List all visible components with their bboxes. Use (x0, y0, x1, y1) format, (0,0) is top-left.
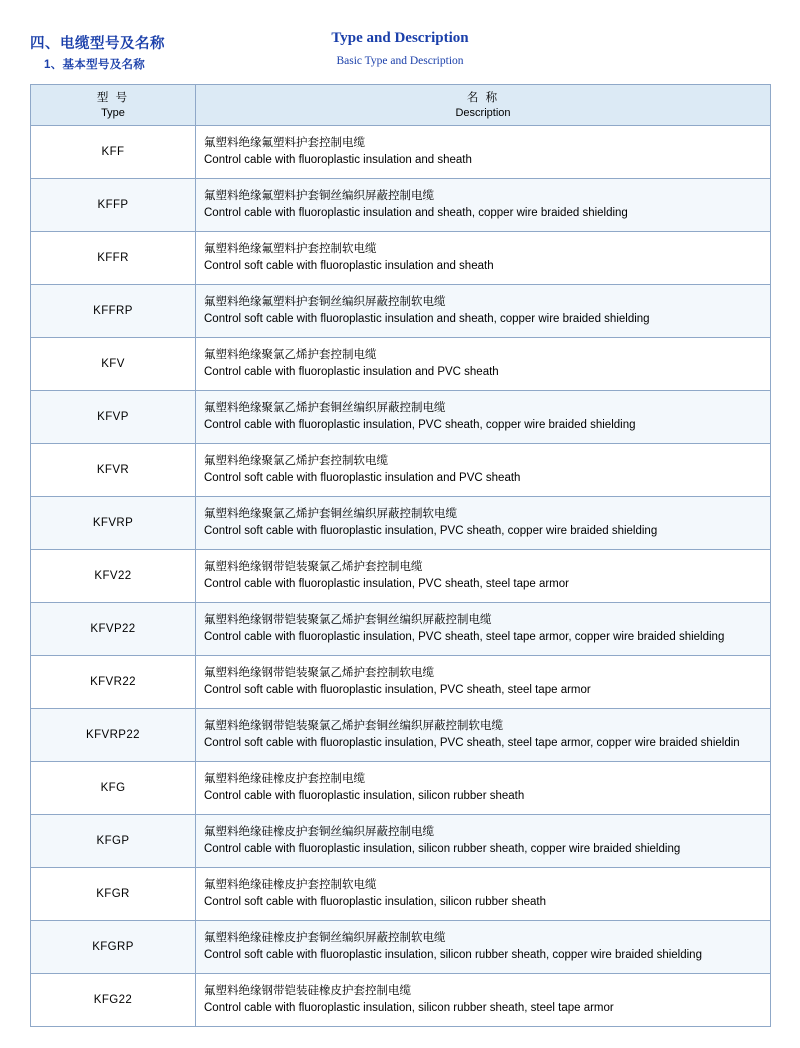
cell-description (196, 550, 771, 603)
cell-description (196, 709, 771, 762)
cell-type: KFGRP (31, 921, 196, 974)
table-row (31, 762, 771, 815)
cell-description (196, 656, 771, 709)
cell-type: KFVRP (31, 497, 196, 550)
table-row (31, 391, 771, 444)
table-row (31, 232, 771, 285)
cell-description (196, 338, 771, 391)
column-header-type-cn: 型 号 (96, 91, 130, 104)
description-cn: 氟塑料绝缘硅橡皮护套控制软电缆 (204, 879, 377, 891)
column-header-description-cn: 名 称 (466, 91, 500, 104)
description-cn: 氟塑料绝缘硅橡皮护套铜丝编织屏蔽控制电缆 (204, 826, 434, 838)
cell-description (196, 921, 771, 974)
cell-type: KFVP22 (31, 603, 196, 656)
description-en: Control soft cable with fluoroplastic insulation, PVC sheath, steel tape armor, copper wire braided shieldin (204, 737, 740, 749)
description-en: Control cable with fluoroplastic insulation, PVC sheath, steel tape armor (204, 578, 569, 590)
table-head (31, 85, 771, 126)
table-row (31, 550, 771, 603)
table-row (31, 709, 771, 762)
description-cn: 氟塑料绝缘钢带铠装聚氯乙烯护套铜丝编织屏蔽控制电缆 (204, 614, 492, 626)
description-en: Control soft cable with fluoroplastic insulation and PVC sheath (204, 472, 521, 484)
description-cn: 氟塑料绝缘钢带铠装聚氯乙烯护套控制软电缆 (204, 667, 434, 679)
cell-description (196, 285, 771, 338)
description-en: Control cable with fluoroplastic insulation and PVC sheath (204, 366, 499, 378)
cell-description (196, 974, 771, 1027)
cell-type: KFG22 (31, 974, 196, 1027)
cell-type: KFG (31, 762, 196, 815)
cable-type-table (30, 84, 771, 1027)
description-en: Control cable with fluoroplastic insulation, PVC sheath, steel tape armor, copper wire braided shielding (204, 631, 725, 643)
table-row (31, 974, 771, 1027)
table-row (31, 179, 771, 232)
column-header-description (196, 85, 771, 126)
table-row (31, 921, 771, 974)
cell-description (196, 126, 771, 179)
cell-type: KFVRP22 (31, 709, 196, 762)
column-header-description-en: Description (455, 106, 511, 119)
description-cn: 氟塑料绝缘硅橡皮护套铜丝编织屏蔽控制软电缆 (204, 932, 446, 944)
cell-description (196, 444, 771, 497)
table-row (31, 656, 771, 709)
description-en: Control cable with fluoroplastic insulation, silicon rubber sheath, copper wire braided shielding (204, 843, 681, 855)
cell-type: KFVP (31, 391, 196, 444)
cell-description (196, 391, 771, 444)
description-en: Control cable with fluoroplastic insulation and sheath, copper wire braided shielding (204, 207, 628, 219)
description-cn: 氟塑料绝缘钢带铠装硅橡皮护套控制电缆 (204, 985, 411, 997)
cell-description (196, 232, 771, 285)
table-row (31, 444, 771, 497)
cell-description (196, 762, 771, 815)
cell-type: KFVR (31, 444, 196, 497)
table-row (31, 497, 771, 550)
column-header-type (31, 85, 196, 126)
cell-description (196, 868, 771, 921)
cell-type: KFGR (31, 868, 196, 921)
section-title-cn: 四、电缆型号及名称 (30, 36, 165, 52)
cell-description (196, 497, 771, 550)
description-en: Control soft cable with fluoroplastic insulation, silicon rubber sheath (204, 896, 546, 908)
cell-type: KFGP (31, 815, 196, 868)
description-cn: 氟塑料绝缘聚氯乙烯护套控制电缆 (204, 349, 377, 361)
table-row (31, 603, 771, 656)
cell-type: KFF (31, 126, 196, 179)
cell-type: KFV22 (31, 550, 196, 603)
description-cn: 氟塑料绝缘钢带铠装聚氯乙烯护套铜丝编织屏蔽控制软电缆 (204, 720, 503, 732)
cell-description (196, 815, 771, 868)
description-cn: 氟塑料绝缘氟塑料护套控制软电缆 (204, 243, 377, 255)
description-en: Control soft cable with fluoroplastic insulation, PVC sheath, copper wire braided shielding (204, 525, 658, 537)
description-cn: 氟塑料绝缘聚氯乙烯护套铜丝编织屏蔽控制软电缆 (204, 508, 457, 520)
table-row (31, 285, 771, 338)
description-cn: 氟塑料绝缘氟塑料护套控制电缆 (204, 137, 365, 149)
description-en: Control cable with fluoroplastic insulation and sheath (204, 154, 472, 166)
page-header (30, 28, 770, 80)
cell-type: KFFRP (31, 285, 196, 338)
table-row (31, 868, 771, 921)
description-en: Control cable with fluoroplastic insulation, PVC sheath, copper wire braided shielding (204, 419, 636, 431)
section-title-en: Type and Description (331, 30, 469, 46)
table-body (31, 126, 771, 1027)
description-cn: 氟塑料绝缘氟塑料护套铜丝编织屏蔽控制电缆 (204, 190, 434, 202)
description-cn: 氟塑料绝缘硅橡皮护套控制电缆 (204, 773, 365, 785)
cell-type: KFFP (31, 179, 196, 232)
description-cn: 氟塑料绝缘聚氯乙烯护套铜丝编织屏蔽控制电缆 (204, 402, 446, 414)
description-en: Control soft cable with fluoroplastic insulation, PVC sheath, steel tape armor (204, 684, 591, 696)
description-en: Control soft cable with fluoroplastic insulation, silicon rubber sheath, copper wire braided shielding (204, 949, 702, 961)
cell-description (196, 603, 771, 656)
cell-type: KFV (31, 338, 196, 391)
cell-type: KFFR (31, 232, 196, 285)
description-en: Control cable with fluoroplastic insulation, silicon rubber sheath (204, 790, 525, 802)
description-en: Control soft cable with fluoroplastic insulation and sheath (204, 260, 494, 272)
table-row (31, 815, 771, 868)
table-row (31, 126, 771, 179)
cell-description (196, 179, 771, 232)
description-cn: 氟塑料绝缘钢带铠装聚氯乙烯护套控制电缆 (204, 561, 423, 573)
subsection-title-en: Basic Type and Description (336, 55, 464, 67)
cell-type: KFVR22 (31, 656, 196, 709)
column-header-type-en: Type (101, 106, 125, 119)
table-row (31, 338, 771, 391)
description-en: Control soft cable with fluoroplastic insulation and sheath, copper wire braided shielding (204, 313, 650, 325)
description-en: Control cable with fluoroplastic insulation, silicon rubber sheath, steel tape armor (204, 1002, 614, 1014)
description-cn: 氟塑料绝缘氟塑料护套铜丝编织屏蔽控制软电缆 (204, 296, 446, 308)
subsection-title-cn: 1、基本型号及名称 (44, 59, 146, 71)
table-header-row (31, 85, 771, 126)
description-cn: 氟塑料绝缘聚氯乙烯护套控制软电缆 (204, 455, 388, 467)
